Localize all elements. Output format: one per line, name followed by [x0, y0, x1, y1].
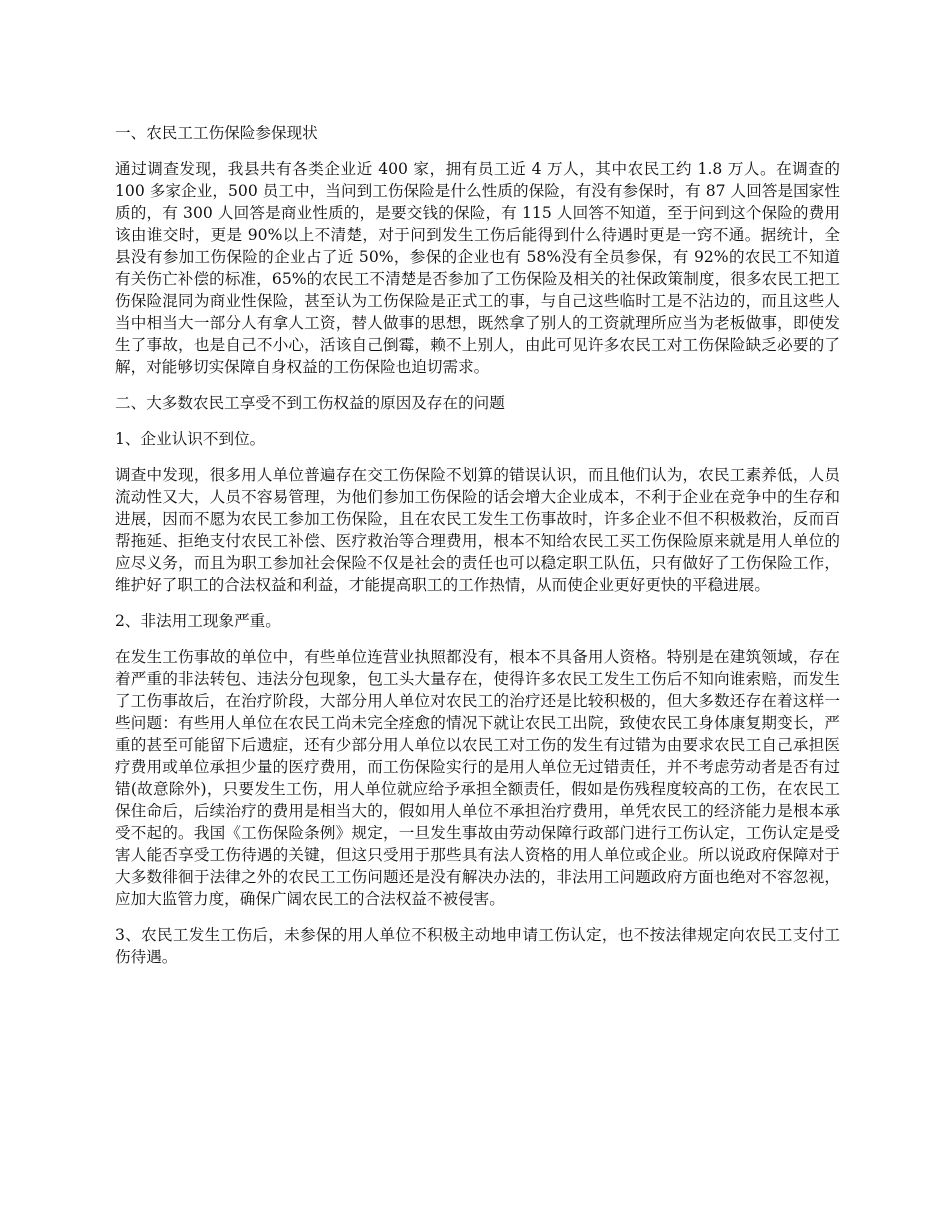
subheading-2: 2、非法用工现象严重。 [115, 612, 281, 630]
subheading-3: 3、农民工发生工伤后，未参保的用人单位不积极主动地申请工伤认定，也不按法律规定向农民工支付工伤待遇。 [115, 926, 840, 966]
document-page [115, 122, 840, 982]
paragraph-2: 调查中发现，很多用人单位普遍存在交工伤保险不划算的错误认识，而且他们认为，农民工素养低，人员流动性又大，人员不容易管理，为他们参加工伤保险的话会增大企业成本，不利于企业在竞争中的生存和进展，因而不愿为农民工参加工伤保险，且在农民工发生工伤事故时，许多企业不但不积极救治，反而百帮拖延、拒绝支付农民工补偿、医疗救治等合理费用，根本不知给农民工买工伤保险原来就是用人单位的应尽义务，而且为职工参加社会保险不仅是社会的责任也可以稳定职工队伍，只有做好了工伤保险工作，维护好了职工的合法权益和利益，才能提高职工的工作热情，从而使企业更好更快的平稳进展。 [115, 466, 840, 594]
subheading-1: 1、企业认识不到位。 [115, 430, 266, 448]
section-heading-1: 一、农民工工伤保险参保现状 [115, 124, 318, 142]
paragraph-1: 通过调查发现，我县共有各类企业近 400 家，拥有员工近 4 万人，其中农民工约 1.8 万人。在调查的 100 多家企业，500 员工中，当问到工伤保险是什么性质的保险，有没有参保时，有 87 人回答是国家性质的，有 300 人回答是商业性质的，是要交钱的保险，有 115 人回答不知道，至于问到这个保险的费用该由谁交时，更是 90%以上不清楚，对于问到发生工伤后能得到什么待遇时更是一窍不通。据统计，全县没有参加工伤保险的企业占了近 50%，参保的企业也有 58%没有全员参保，有 92%的农民工不知道有关伤亡补偿的标准，65%的农民工不清楚是否参加了工伤保险及相关的社保政策制度，很多农民工把工伤保险混同为商业性保险，甚至认为工伤保险是正式工的事，与自己这些临时工是不沾边的，而且这些人当中相当大一部分人有拿人工资，替人做事的思想，既然拿了别人的工资就理所应当为老板做事，即使发生了事故，也是自己不小心，活该自己倒霉，赖不上别人，由此可见许多农民工对工伤保险缺乏必要的了解，对能够切实保障自身权益的工伤保险也迫切需求。 [115, 160, 840, 376]
paragraph-3: 在发生工伤事故的单位中，有些单位连营业执照都没有，根本不具备用人资格。特别是在建筑领域，存在着严重的非法转包、违法分包现象，包工头大量存在，使得许多农民工发生工伤后不知向谁索赔，而发生了工伤事故后，在治疗阶段，大部分用人单位对农民工的治疗还是比较积极的，但大多数还存在着这样一些问题：有些用人单位在农民工尚未完全痊愈的情况下就让农民工出院，致使农民工身体康复期变长，严重的甚至可能留下后遗症，还有少部分用人单位以农民工对工伤的发生有过错为由要求农民工自己承担医疗费用或单位承担少量的医疗费用，而工伤保险实行的是用人单位无过错责任，并不考虑劳动者是否有过错(故意除外)，只要发生工伤，用人单位就应给予承担全额责任，假如是伤残程度较高的工伤，在农民工保住命后，后续治疗的费用是相当大的，假如用人单位不承担治疗费用，单凭农民工的经济能力是根本承受不起的。我国《工伤保险条例》规定，一旦发生事故由劳动保障行政部门进行工伤认定，工伤认定是受害人能否享受工伤待遇的关键，但这只受用于那些具有法人资格的用人单位或企业。所以说政府保障对于大多数徘徊于法律之外的农民工工伤问题还是没有解决办法的，非法用工问题政府方面也绝对不容忽视，应加大监管力度，确保广阔农民工的合法权益不被侵害。 [115, 648, 840, 908]
section-heading-2: 二、大多数农民工享受不到工伤权益的原因及存在的问题 [115, 394, 505, 412]
